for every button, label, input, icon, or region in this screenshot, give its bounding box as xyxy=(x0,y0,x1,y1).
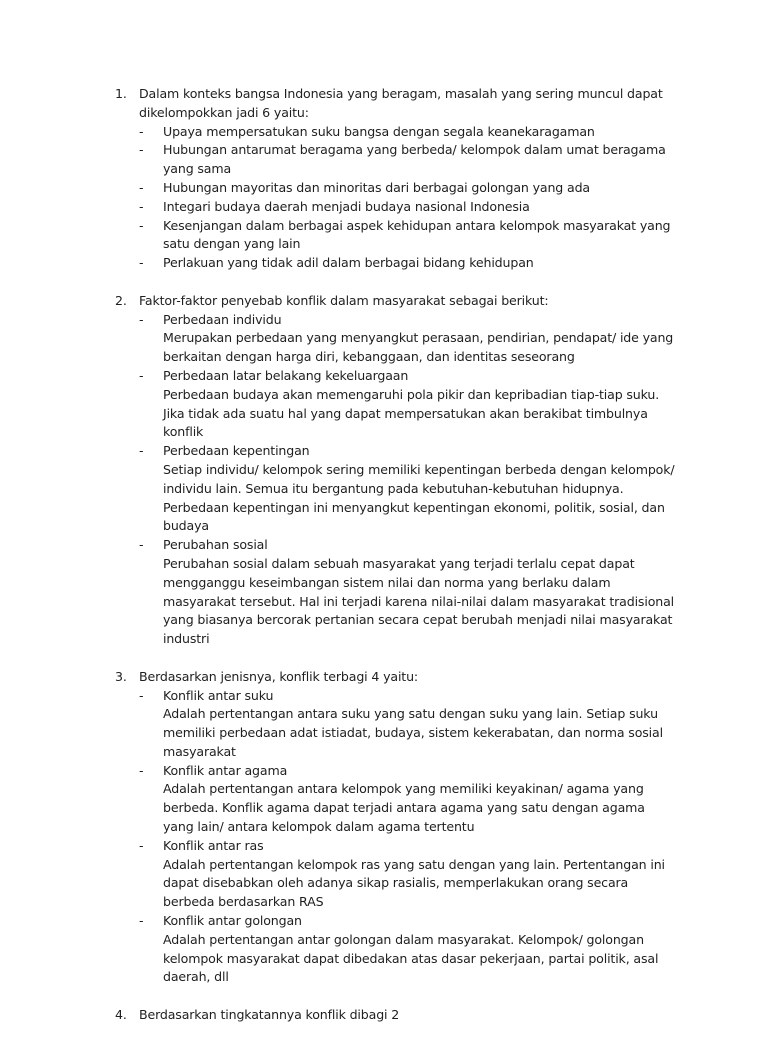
item-title: Perbedaan kepentingan xyxy=(163,443,310,459)
list-item xyxy=(139,837,679,912)
item-description: Adalah pertentangan antara kelompok yang memiliki keyakinan/ agama yang berbeda. Konflik agama dapat terjadi antara agama yang satu dengan agama yang lain/ antara kelompok dalam agama tertentu xyxy=(163,781,645,835)
item-title: Perbedaan latar belakang kekeluargaan xyxy=(163,367,409,383)
dash-bullet: - xyxy=(139,217,144,233)
item-title: Perbedaan individu xyxy=(163,311,282,327)
item-description: Setiap individu/ kelompok sering memiliki kepentingan berbeda dengan kelompok/ individu lain. Semua itu bergantung pada kebutuhan-kebutuhan hidupnya. Perbedaan kepentingan ini menyangkut kepentingan ekonomi, politik, sosial, dan budaya xyxy=(163,461,675,534)
item-title: Konflik antar agama xyxy=(163,762,288,778)
section-number: 2. xyxy=(115,292,127,308)
list-section xyxy=(0,292,768,649)
list-item xyxy=(139,217,679,255)
item-title: Upaya mempersatukan suku bangsa dengan segala keanekaragaman xyxy=(163,123,595,139)
list-item xyxy=(139,762,679,837)
dash-bullet: - xyxy=(139,837,144,853)
document-page xyxy=(0,85,768,1044)
list-item xyxy=(139,442,679,536)
dash-bullet: - xyxy=(139,762,144,778)
section-number: 3. xyxy=(115,668,127,684)
list-section xyxy=(0,668,768,988)
item-description: Adalah pertentangan antar golongan dalam masyarakat. Kelompok/ golongan kelompok masyarakat dapat dibedakan atas dasar pekerjaan, partai politik, asal daerah, dll xyxy=(163,931,659,985)
section-heading: Faktor-faktor penyebab konflik dalam masyarakat sebagai berikut: xyxy=(139,292,549,308)
dash-bullet: - xyxy=(139,367,144,383)
list-section xyxy=(0,1006,768,1025)
item-title: Kesenjangan dalam berbagai aspek kehidupan antara kelompok masyarakat yang satu dengan yang lain xyxy=(163,217,671,252)
item-description: Merupakan perbedaan yang menyangkut perasaan, pendirian, pendapat/ ide yang berkaitan dengan harga diri, kebanggaan, dan identitas seseorang xyxy=(163,330,674,365)
dash-bullet: - xyxy=(139,255,144,271)
section-body xyxy=(139,292,679,649)
section-number: 4. xyxy=(115,1007,127,1023)
list-item xyxy=(139,311,679,367)
item-title: Konflik antar golongan xyxy=(163,913,302,929)
item-title: Konflik antar suku xyxy=(163,687,274,703)
list-item xyxy=(139,141,679,179)
section-heading: Berdasarkan jenisnya, konflik terbagi 4 yaitu: xyxy=(139,668,419,684)
item-description: Perubahan sosial dalam sebuah masyarakat yang terjadi terlalu cepat dapat mengganggu keseimbangan sistem nilai dan norma yang berlaku dalam masyarakat tersebut. Hal ini terjadi karena nilai-nilai dalam masyarakat tradisional yang biasanya bercorak pertanian secara cepat berubah menjadi nilai masyarakat industri xyxy=(163,555,674,647)
item-title: Perlakuan yang tidak adil dalam berbagai bidang kehidupan xyxy=(163,255,534,271)
list-item xyxy=(139,123,679,142)
dash-bullet: - xyxy=(139,123,144,139)
list-item xyxy=(139,912,679,987)
section-heading: Berdasarkan tingkatannya konflik dibagi 2 xyxy=(139,1007,400,1023)
list-item xyxy=(139,179,679,198)
list-item xyxy=(139,536,679,649)
list-item xyxy=(139,367,679,442)
item-description: Adalah pertentangan kelompok ras yang satu dengan yang lain. Pertentangan ini dapat disebabkan oleh adanya sikap rasialis, memperlakukan orang secara berbeda berdasarkan RAS xyxy=(163,856,665,910)
dash-bullet: - xyxy=(139,142,144,158)
dash-bullet: - xyxy=(139,913,144,929)
section-body xyxy=(139,85,679,273)
item-title: Hubungan mayoritas dan minoritas dari berbagai golongan yang ada xyxy=(163,179,590,195)
list-item xyxy=(139,198,679,217)
section-body xyxy=(139,668,679,988)
list-item xyxy=(139,687,679,762)
item-title: Konflik antar ras xyxy=(163,837,264,853)
section-heading: Dalam konteks bangsa Indonesia yang beragam, masalah yang sering muncul dapat dikelompokkan jadi 6 yaitu: xyxy=(139,86,663,120)
item-title: Perubahan sosial xyxy=(163,537,268,553)
item-title: Hubungan antarumat beragama yang berbeda/ kelompok dalam umat beragama yang sama xyxy=(163,142,666,177)
item-description: Adalah pertentangan antara suku yang satu dengan suku yang lain. Setiap suku memiliki perbedaan adat istiadat, budaya, sistem kekerabatan, dan norma sosial masyarakat xyxy=(163,706,663,759)
section-body xyxy=(139,1006,679,1025)
dash-bullet: - xyxy=(139,537,144,553)
list-section xyxy=(0,85,768,273)
dash-bullet: - xyxy=(139,311,144,327)
section-number: 1. xyxy=(115,86,127,101)
dash-bullet: - xyxy=(139,443,144,459)
dash-bullet: - xyxy=(139,198,144,214)
dash-bullet: - xyxy=(139,179,144,195)
dash-bullet: - xyxy=(139,687,144,703)
item-description: Perbedaan budaya akan memengaruhi pola pikir dan kepribadian tiap-tiap suku. Jika tidak ada suatu hal yang dapat mempersatukan akan berakibat timbulnya konflik xyxy=(163,386,660,440)
list-item xyxy=(139,254,679,273)
item-title: Integari budaya daerah menjadi budaya nasional Indonesia xyxy=(163,198,530,214)
